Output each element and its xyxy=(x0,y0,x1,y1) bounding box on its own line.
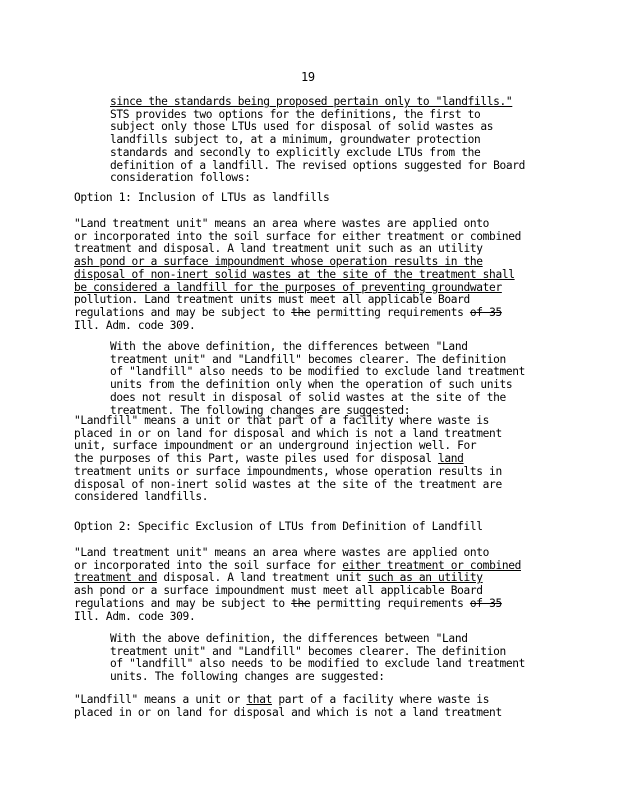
text-run: the xyxy=(291,596,311,610)
text-run: or incorporated into the soil surface for xyxy=(74,558,343,572)
text-run: ash pond or a surface impoundment whose operation results in the xyxy=(74,255,483,269)
intro-paragraph-line: landfills subject to, at a minimum, groundwater protection xyxy=(110,133,481,147)
text-run: such as an utility xyxy=(367,571,483,585)
text-run: permitting requirements xyxy=(310,596,470,610)
intro-paragraph-line: definition of a landfill. The revised options suggested for Board xyxy=(110,158,526,172)
text-run: be considered a landfill for the purposes of preventing groundwater xyxy=(74,280,502,294)
option-1-explanation-line: of "landfill" also needs to be modified to exclude land treatment xyxy=(110,365,526,379)
text-run: either treatment or combined xyxy=(342,558,521,572)
option-2-explanation-line: units. The following changes are suggested: xyxy=(110,670,385,684)
option-1-definition-line xyxy=(74,320,195,333)
text-run: placed in or on land for disposal and which is not a land treatment xyxy=(74,426,502,440)
text-run: unit, surface impoundment or an underground injection well. For xyxy=(74,439,477,453)
text-run: "Landfill" means a unit or that part of a facility where waste is xyxy=(74,414,490,427)
text-run: ash pond or a surface impoundment must meet all applicable Board xyxy=(74,584,483,598)
text-run: placed in or on land for disposal and which is not a land treatment xyxy=(74,705,502,719)
page-number: 19 xyxy=(301,70,315,84)
option-2-landfill-definition-line xyxy=(74,707,502,720)
text-run: of 35 xyxy=(469,596,502,610)
text-run: regulations and may be subject to xyxy=(74,596,292,610)
text-run: regulations and may be subject to xyxy=(74,305,292,319)
text-run: considered landfills. xyxy=(74,490,209,504)
text-run: "Landfill" means a unit or xyxy=(74,693,247,706)
text-run: "Land treatment unit" means an area where wastes are applied onto xyxy=(74,217,490,230)
text-run: that xyxy=(246,693,272,706)
text-run: land xyxy=(437,452,464,466)
option-1-heading: Option 1: Inclusion of LTUs as landfills xyxy=(74,191,330,204)
text-run: part of a facility where waste is xyxy=(271,693,490,706)
intro-paragraph-line: since the standards being proposed pertain only to "landfills." xyxy=(110,95,513,108)
intro-paragraph-line: subject only those LTUs used for disposal of solid wastes as xyxy=(110,120,494,134)
text-run: Ill. Adm. code 309. xyxy=(74,609,196,623)
text-run: the purposes of this Part, waste piles used for disposal xyxy=(74,452,438,466)
text-run: Ill. Adm. code 309. xyxy=(74,318,196,332)
option-1-explanation-line: does not result in disposal of solid wastes at the site of the xyxy=(110,390,506,404)
text-run: the xyxy=(291,305,311,319)
text-run: disposal of non-inert solid wastes at the site of the treatment are xyxy=(74,477,502,491)
option-1-explanation-line: units from the definition only when the operation of such units xyxy=(110,378,513,392)
intro-paragraph-line: standards and secondly to explicitly exclude LTUs from the xyxy=(110,145,481,159)
text-run: treatment and xyxy=(74,571,158,585)
text-run: treatment units or surface impoundments, whose operation results in xyxy=(74,464,502,478)
text-run: of 35 xyxy=(469,305,502,319)
option-1-landfill-definition-line xyxy=(74,491,208,504)
text-run: permitting requirements xyxy=(310,305,470,319)
option-2-definition-line xyxy=(74,611,195,624)
intro-paragraph-line: consideration follows: xyxy=(110,171,251,185)
option-1-explanation-line: With the above definition, the differences between "Land xyxy=(110,340,468,353)
text-run: treatment and disposal. A land treatment unit such as an utility xyxy=(74,242,483,256)
text-run: disposal of non-inert solid wastes at the site of the treatment shall xyxy=(74,267,515,281)
text-run: disposal. A land treatment unit xyxy=(157,571,368,585)
option-2-heading: Option 2: Specific Exclusion of LTUs from Definition of Landfill xyxy=(74,520,483,533)
text-run: "Land treatment unit" means an area where wastes are applied onto xyxy=(74,546,490,559)
option-1-explanation-line: treatment unit" and "Landfill" becomes clearer. The definition xyxy=(110,352,506,366)
option-2-explanation-line: of "landfill" also needs to be modified to exclude land treatment xyxy=(110,657,526,671)
option-2-explanation-line: With the above definition, the differences between "Land xyxy=(110,632,468,645)
intro-paragraph-line: STS provides two options for the definitions, the first to xyxy=(110,107,481,121)
option-2-explanation-line: treatment unit" and "Landfill" becomes clearer. The definition xyxy=(110,644,506,658)
option-1-explanation-line: treatment. The following changes are suggested: xyxy=(110,403,411,417)
text-run: or incorporated into the soil surface for either treatment or combined xyxy=(74,229,521,243)
text-run: pollution. Land treatment units must meet all applicable Board xyxy=(74,293,470,307)
